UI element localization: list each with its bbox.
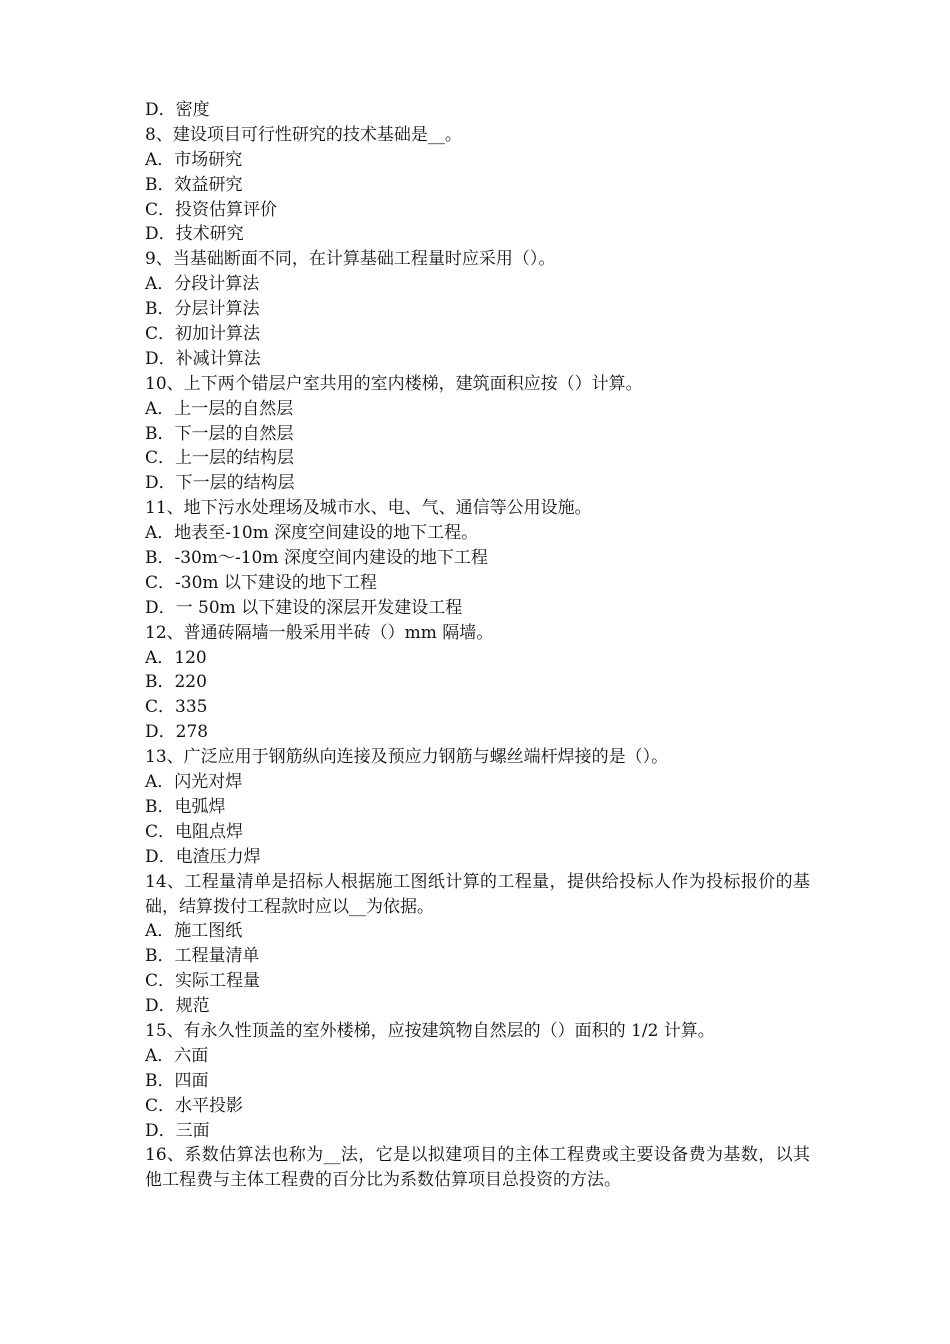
document-page <box>145 98 810 1193</box>
question-line: 8、建设项目可行性研究的技术基础是__。 <box>145 124 462 145</box>
option-line: B．电弧焊 <box>145 796 226 817</box>
option-line: D．规范 <box>145 996 210 1017</box>
option-line: D．278 <box>145 722 209 743</box>
option-line: B．四面 <box>145 1070 209 1091</box>
option-line: A．上一层的自然层 <box>145 398 294 419</box>
option-line: A．分段计算法 <box>145 274 260 295</box>
option-line: B．分层计算法 <box>145 299 260 320</box>
option-line: A．闪光对焊 <box>145 772 243 793</box>
option-line: A．六面 <box>145 1045 209 1066</box>
question-line: 15、有永久性顶盖的室外楼梯，应按建筑物自然层的（）面积的 1/2 计算。 <box>145 1020 715 1041</box>
question-line: 9、当基础断面不同，在计算基础工程量时应采用（）。 <box>145 249 556 270</box>
question-line: 11、地下污水处理场及城市水、电、气、通信等公用设施。 <box>145 498 592 519</box>
option-line: C．335 <box>145 697 208 718</box>
option-line: B．-30m～-10m 深度空间内建设的地下工程 <box>145 548 488 569</box>
option-line: A．地表至-10m 深度空间建设的地下工程。 <box>145 523 479 544</box>
option-line: D．电渣压力焊 <box>145 846 261 867</box>
option-line: A．市场研究 <box>145 149 243 170</box>
option-line: A．120 <box>145 647 207 668</box>
option-line: B．220 <box>145 672 207 693</box>
option-line: C．初加计算法 <box>145 324 261 345</box>
option-line: D．一 50m 以下建设的深层开发建设工程 <box>145 597 463 618</box>
option-line: B．下一层的自然层 <box>145 423 294 444</box>
option-line: D．技术研究 <box>145 224 244 245</box>
option-line: C．-30m 以下建设的地下工程 <box>145 572 377 593</box>
option-line: C．实际工程量 <box>145 971 261 992</box>
option-line: B．效益研究 <box>145 174 243 195</box>
question-line: 12、普通砖隔墙一般采用半砖（）mm 隔墙。 <box>145 622 494 643</box>
option-line: C．水平投影 <box>145 1095 244 1116</box>
question-line: 13、广泛应用于钢筋纵向连接及预应力钢筋与螺丝端杆焊接的是（）。 <box>145 747 669 768</box>
question-line: 10、上下两个错层户室共用的室内楼梯，建筑面积应按（）计算。 <box>145 373 643 394</box>
option-line: C．电阻点焊 <box>145 821 244 842</box>
option-line: D．补减计算法 <box>145 348 261 369</box>
option-line: D．三面 <box>145 1120 210 1141</box>
option-line: A．施工图纸 <box>145 921 243 942</box>
option-line: B．工程量清单 <box>145 946 260 967</box>
option-line: C．投资估算评价 <box>145 199 278 220</box>
option-line: D．下一层的结构层 <box>145 473 295 494</box>
question-paragraph: 14、工程量清单是招标人根据施工图纸计算的工程量，提供给投标人作为投标报价的基础，结算拨付工程款时应以__为依据。 <box>145 871 810 917</box>
option-line: C．上一层的结构层 <box>145 448 295 469</box>
question-paragraph: 16、系数估算法也称为__法，它是以拟建项目的主体工程费或主要设备费为基数，以其他工程费与主体工程费的百分比为系数估算项目总投资的方法。 <box>145 1145 810 1191</box>
option-line: D．密度 <box>145 100 210 120</box>
